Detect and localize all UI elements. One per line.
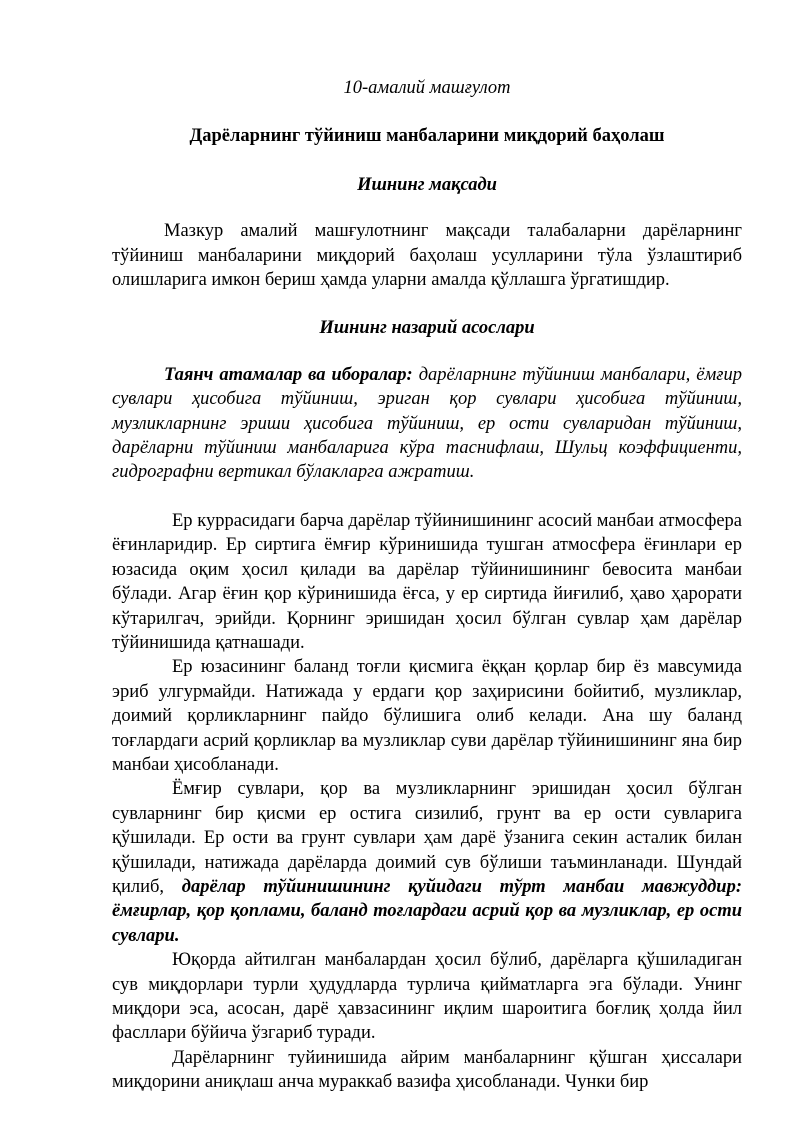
body-paragraph-4: Юқорда айтилган манбалардан ҳосил бўлиб, дарёларга қўшиладиган сув миқдорлари турли ҳудудларда турлича қийматларга эга бўлади. Унинг миқдори эса, асосан, дарё ҳавзасининг иқлим шароитига боғлиқ ҳолда йил фасллари бўйича ўзгариб туради.	[112, 950, 742, 1044]
theory-heading: Ишнинг назарий асослари	[319, 318, 535, 339]
lesson-label: 10-амалий машғулот	[343, 78, 511, 98]
key-terms-paragraph	[112, 363, 742, 485]
body-paragraph-3-emphasis: дарёлар тўйинишининг қуйидаги тўрт манбаи мавжуддир: ёмғирлар, қор қоплами, баланд тоғлардаги асрий қор ва музликлар, ер ости сувлари.	[112, 876, 743, 946]
page-content	[112, 76, 742, 1095]
body-paragraph-3	[112, 777, 742, 948]
document-title: Дарёларнинг тўйиниш манбаларини миқдорий баҳолаш	[189, 126, 665, 147]
body-paragraph-2: Ер юзасининг баланд тоғли қисмига ёққан қорлар бир ёз мавсумида эриб улгурмайди. Натижада у ердаги қор заҳирисини бойитиб, музликлар, доимий қорликларнинг пайдо бўлишига олиб келади. Ана шу баланд тоғлардаги асрий қорликлар ва музликлар суви дарёлар тўйинишининг яна бир манбаи ҳисобланади.	[112, 657, 742, 775]
aim-paragraph: Мазкур амалий машғулотнинг мақсади талабаларни дарёларнинг тўйиниш манбаларини миқдорий баҳолаш усулларини тўла ўзлаштириб олишларига имкон бериш ҳамда уларни амалда қўллашга ўргатишдир.	[112, 221, 742, 291]
body-paragraph-3-text: Ёмғир сувлари, қор ва музликларнинг эришидан ҳосил бўлган сувларнинг бир қисми ер остига сизилиб, грунт ва ер ости сувларига қўшилади. Ер ости ва грунт сувлари ҳам дарё ўзанига секин асталик билан қўшилади, натижада дарёларда доимий сув бўлиши таъминланади. Шундай қилиб,	[112, 779, 742, 897]
key-terms-text: дарёларнинг тўйиниш манбалари, ёмғир сувлари ҳисобига тўйиниш, эриган қор сувлари ҳисобига тўйиниш, музликларнинг эриши ҳисобига тўйиниш, ер ости сувларидан тўйиниш, дарёларни тўйиниш манбаларига кўра таснифлаш, Шульц коэффициенти, гидрографни вертикал бўлакларга ажратиш.	[112, 364, 742, 483]
key-terms-lead: Таянч атамалар ва иборалар:	[164, 364, 413, 385]
aim-heading: Ишнинг мақсади	[357, 174, 497, 195]
body-paragraph-1: Ер куррасидаги барча дарёлар тўйинишининг асосий манбаи атмосфера ёғинларидир. Ер сиртига ёмғир кўринишида тушган атмосфера ёғинлари ер юзасида оқим ҳосил қилади ва дарёлар тўйинишининг бевосита манбаи бўлади. Агар ёғин қор кўринишида ёғса, у ер сиртида йиғилиб, ҳаво ҳарорати кўтарилгач, эрийди. Қорнинг эришидан ҳосил бўлган сувлар ҳам дарёлар тўйинишида қатнашади.	[112, 510, 742, 653]
body-paragraph-5: Дарёларнинг туйинишида айрим манбаларнинг қўшган ҳиссалари миқдорини аниқлаш анча мураккаб вазифа ҳисобланади. Чунки бир	[112, 1047, 742, 1093]
